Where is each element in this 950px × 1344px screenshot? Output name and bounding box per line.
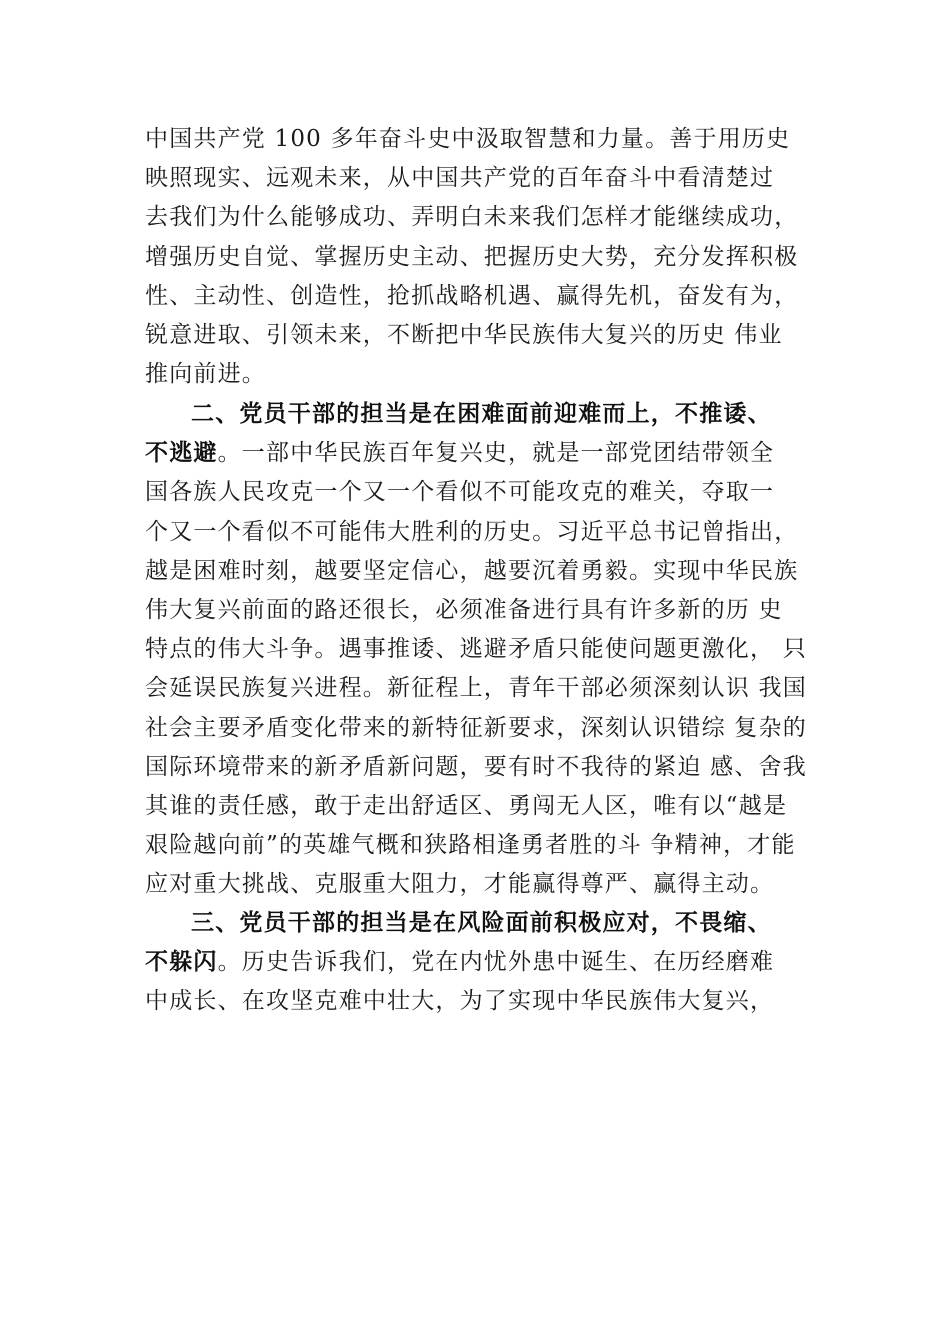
text-line: 国各族人民攻克一个又一个看似不可能攻克的难关，夺取一 — [145, 479, 775, 506]
text-line: 伟大复兴前面的路还很长，必须准备进行具有许多新的历 史 — [145, 596, 783, 623]
section-three-heading: 三、党员干部的担当是在风险面前积极应对，不畏缩、 — [191, 910, 772, 936]
section-three-heading-end: 不躲闪 — [145, 949, 218, 976]
section-two — [145, 395, 845, 904]
text-line: 越是困难时刻，越要坚定信心，越要沉着勇毅。实现中华民族 — [145, 557, 799, 584]
text-line: 增强历史自觉、掌握历史主动、把握历史大势，充分发挥积极 — [145, 243, 799, 270]
section-three-text-start: 。历史告诉我们，党在内忧外患中诞生、在历经磨难 — [217, 949, 775, 976]
section-two-heading-end: 不逃避 — [145, 440, 218, 467]
text-line: 艰险越向前”的英雄气概和狭路相逢勇者胜的斗 争精神，才能 — [145, 832, 796, 859]
text-line: 去我们为什么能够成功、弄明白未来我们怎样才能继续成功， — [145, 204, 799, 231]
text-line: 个又一个看似不可能伟大胜利的历史。习近平总书记曾指出， — [145, 518, 799, 545]
text-line: 中成长、在攻坚克难中壮大，为了实现中华民族伟大复兴， — [145, 988, 775, 1015]
text-line: 锐意进取、引领未来，不断把中华民族伟大复兴的历史 伟业 — [145, 321, 783, 348]
text-line: 映照现实、远观未来，从中国共产党的百年奋斗中看清楚过 — [145, 165, 775, 192]
text-line: 应对重大挑战、克服重大阻力，才能赢得尊严、赢得主动。 — [145, 871, 775, 898]
text-line — [145, 434, 845, 473]
text-line: 其谁的责任感，敢于走出舒适区、勇闯无人区，唯有以“越是 — [145, 792, 788, 819]
text-line: 特点的伟大斗争。遇事推诿、逃避矛盾只能使问题更激化， 只 — [145, 636, 807, 663]
section-three — [145, 904, 845, 1022]
text-line: 社会主要矛盾变化带来的新特征新要求，深刻认识错综 复杂的 — [145, 714, 807, 741]
text-line: 性、主动性、创造性，抢抓战略机遇、赢得先机，奋发有为， — [145, 282, 799, 309]
text-line: 推向前进。 — [145, 361, 266, 388]
text-line: 国际环境带来的新矛盾新问题，要有时不我待的紧迫 感、舍我 — [145, 753, 807, 780]
text-line: 中国共产党 100 多年奋斗史中汲取智慧和力量。善于用历史 — [145, 126, 791, 152]
text-line — [145, 943, 845, 982]
section-two-text-start: 。一部中华民族百年复兴史，就是一部党团结带领全 — [217, 440, 775, 467]
paragraph-continuation — [145, 120, 845, 394]
text-line: 会延误民族复兴进程。新征程上，青年干部必须深刻认识 我国 — [145, 675, 807, 702]
section-two-heading: 二、党员干部的担当是在困难面前迎难而上，不推诿、 — [191, 401, 772, 427]
